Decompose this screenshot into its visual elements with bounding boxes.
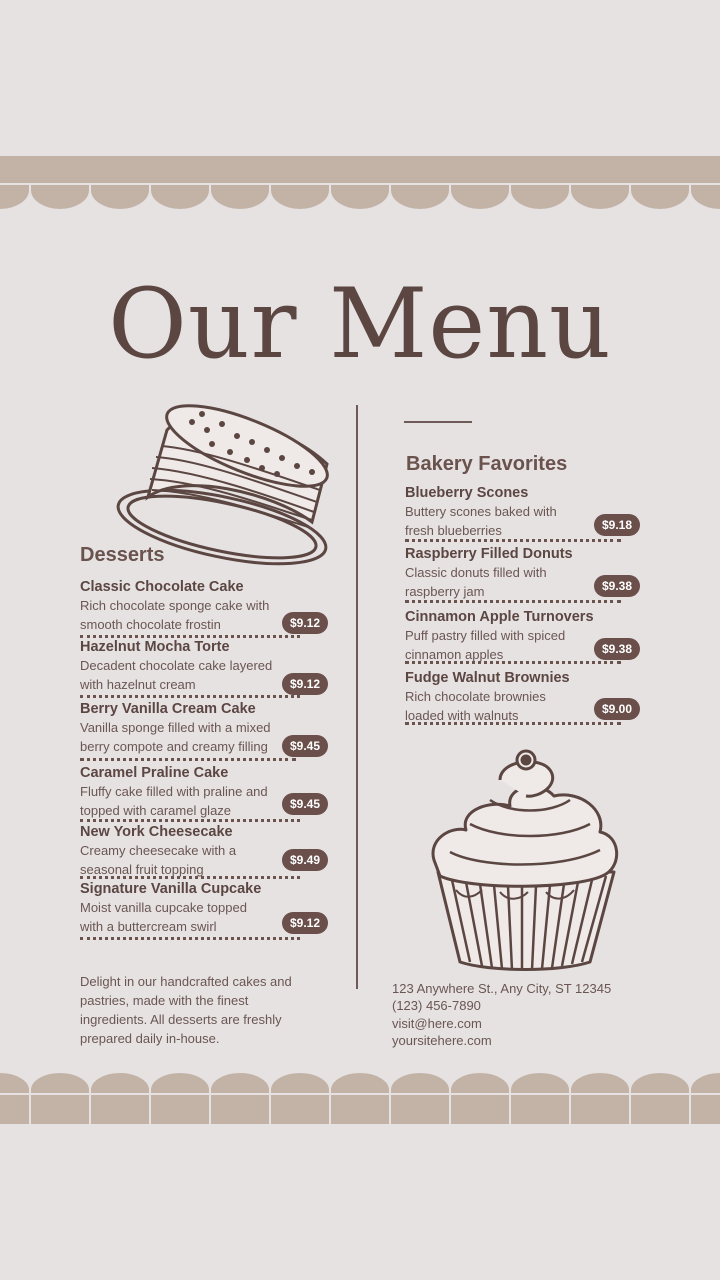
email-text: visit@here.com bbox=[392, 1016, 482, 1031]
item-name: Cinnamon Apple Turnovers bbox=[405, 609, 594, 625]
cupcake-icon bbox=[430, 740, 620, 972]
dotted-separator bbox=[405, 539, 621, 542]
item-name: Blueberry Scones bbox=[405, 485, 529, 501]
bakery-heading: Bakery Favorites bbox=[406, 453, 568, 475]
item-description: Rich chocolate brownies loaded with walnuts bbox=[405, 689, 546, 723]
item-description: Fluffy cake filled with praline and topped with caramel glaze bbox=[80, 784, 268, 818]
awning-top-decoration bbox=[0, 156, 720, 212]
address-text: 123 Anywhere St., Any City, ST 12345 bbox=[392, 981, 612, 996]
menu-card bbox=[0, 156, 720, 1124]
item-name: Hazelnut Mocha Torte bbox=[80, 639, 230, 655]
item-description: Rich chocolate sponge cake with smooth chocolate frostin bbox=[80, 598, 270, 632]
item-name: New York Cheesecake bbox=[80, 824, 233, 840]
price-badge: $9.12 bbox=[282, 612, 328, 634]
contact-info bbox=[392, 980, 611, 1049]
price-badge: $9.12 bbox=[282, 912, 328, 934]
price-badge: $9.38 bbox=[594, 638, 640, 660]
dotted-separator bbox=[80, 695, 300, 698]
item-description: Decadent chocolate cake layered with hazelnut cream bbox=[80, 658, 273, 692]
price-badge: $9.18 bbox=[594, 514, 640, 536]
bakery-item bbox=[405, 608, 633, 664]
price-badge: $9.00 bbox=[594, 698, 640, 720]
dessert-item bbox=[80, 638, 321, 694]
dessert-item bbox=[80, 578, 321, 634]
item-description: Moist vanilla cupcake topped with a buttercream swirl bbox=[80, 900, 247, 934]
website-text: yoursitehere.com bbox=[392, 1033, 492, 1048]
price-badge: $9.49 bbox=[282, 849, 328, 871]
column-divider bbox=[356, 405, 358, 989]
dessert-item bbox=[80, 700, 321, 756]
dotted-separator bbox=[80, 819, 300, 822]
awning-bottom-decoration bbox=[0, 1070, 720, 1124]
menu-title: Our Menu bbox=[108, 268, 612, 380]
accent-line bbox=[404, 421, 472, 423]
desserts-heading: Desserts bbox=[80, 544, 165, 566]
item-description: Puff pastry filled with spiced cinnamon apples bbox=[405, 628, 566, 662]
item-name: Signature Vanilla Cupcake bbox=[80, 881, 262, 897]
item-description: Classic donuts filled with raspberry jam bbox=[405, 565, 547, 599]
dessert-item bbox=[80, 880, 321, 936]
item-name: Classic Chocolate Cake bbox=[80, 579, 244, 595]
item-name: Fudge Walnut Brownies bbox=[405, 670, 570, 686]
item-description: Buttery scones baked with fresh blueberries bbox=[405, 504, 557, 538]
price-badge: $9.38 bbox=[594, 575, 640, 597]
dotted-separator bbox=[405, 661, 621, 664]
item-name: Berry Vanilla Cream Cake bbox=[80, 701, 256, 717]
desserts-note: Delight in our handcrafted cakes and pastries, made with the finest ingredients. All desserts are freshly prepared daily in-house. bbox=[80, 974, 292, 1046]
dotted-separator bbox=[405, 722, 621, 725]
dotted-separator bbox=[80, 876, 300, 879]
price-badge: $9.45 bbox=[282, 793, 328, 815]
bakery-item bbox=[405, 484, 633, 540]
bakery-item bbox=[405, 669, 633, 725]
dessert-item bbox=[80, 764, 321, 820]
dessert-item bbox=[80, 823, 321, 879]
dotted-separator bbox=[80, 937, 300, 940]
item-name: Caramel Praline Cake bbox=[80, 765, 229, 781]
dotted-separator bbox=[405, 600, 621, 603]
price-badge: $9.45 bbox=[282, 735, 328, 757]
dotted-separator bbox=[80, 758, 296, 761]
item-name: Raspberry Filled Donuts bbox=[405, 546, 573, 562]
phone-text: (123) 456-7890 bbox=[392, 998, 481, 1013]
item-description: Vanilla sponge filled with a mixed berry compote and creamy filling bbox=[80, 720, 271, 754]
bakery-item bbox=[405, 545, 633, 601]
item-description: Creamy cheesecake with a seasonal fruit topping bbox=[80, 843, 237, 877]
price-badge: $9.12 bbox=[282, 673, 328, 695]
